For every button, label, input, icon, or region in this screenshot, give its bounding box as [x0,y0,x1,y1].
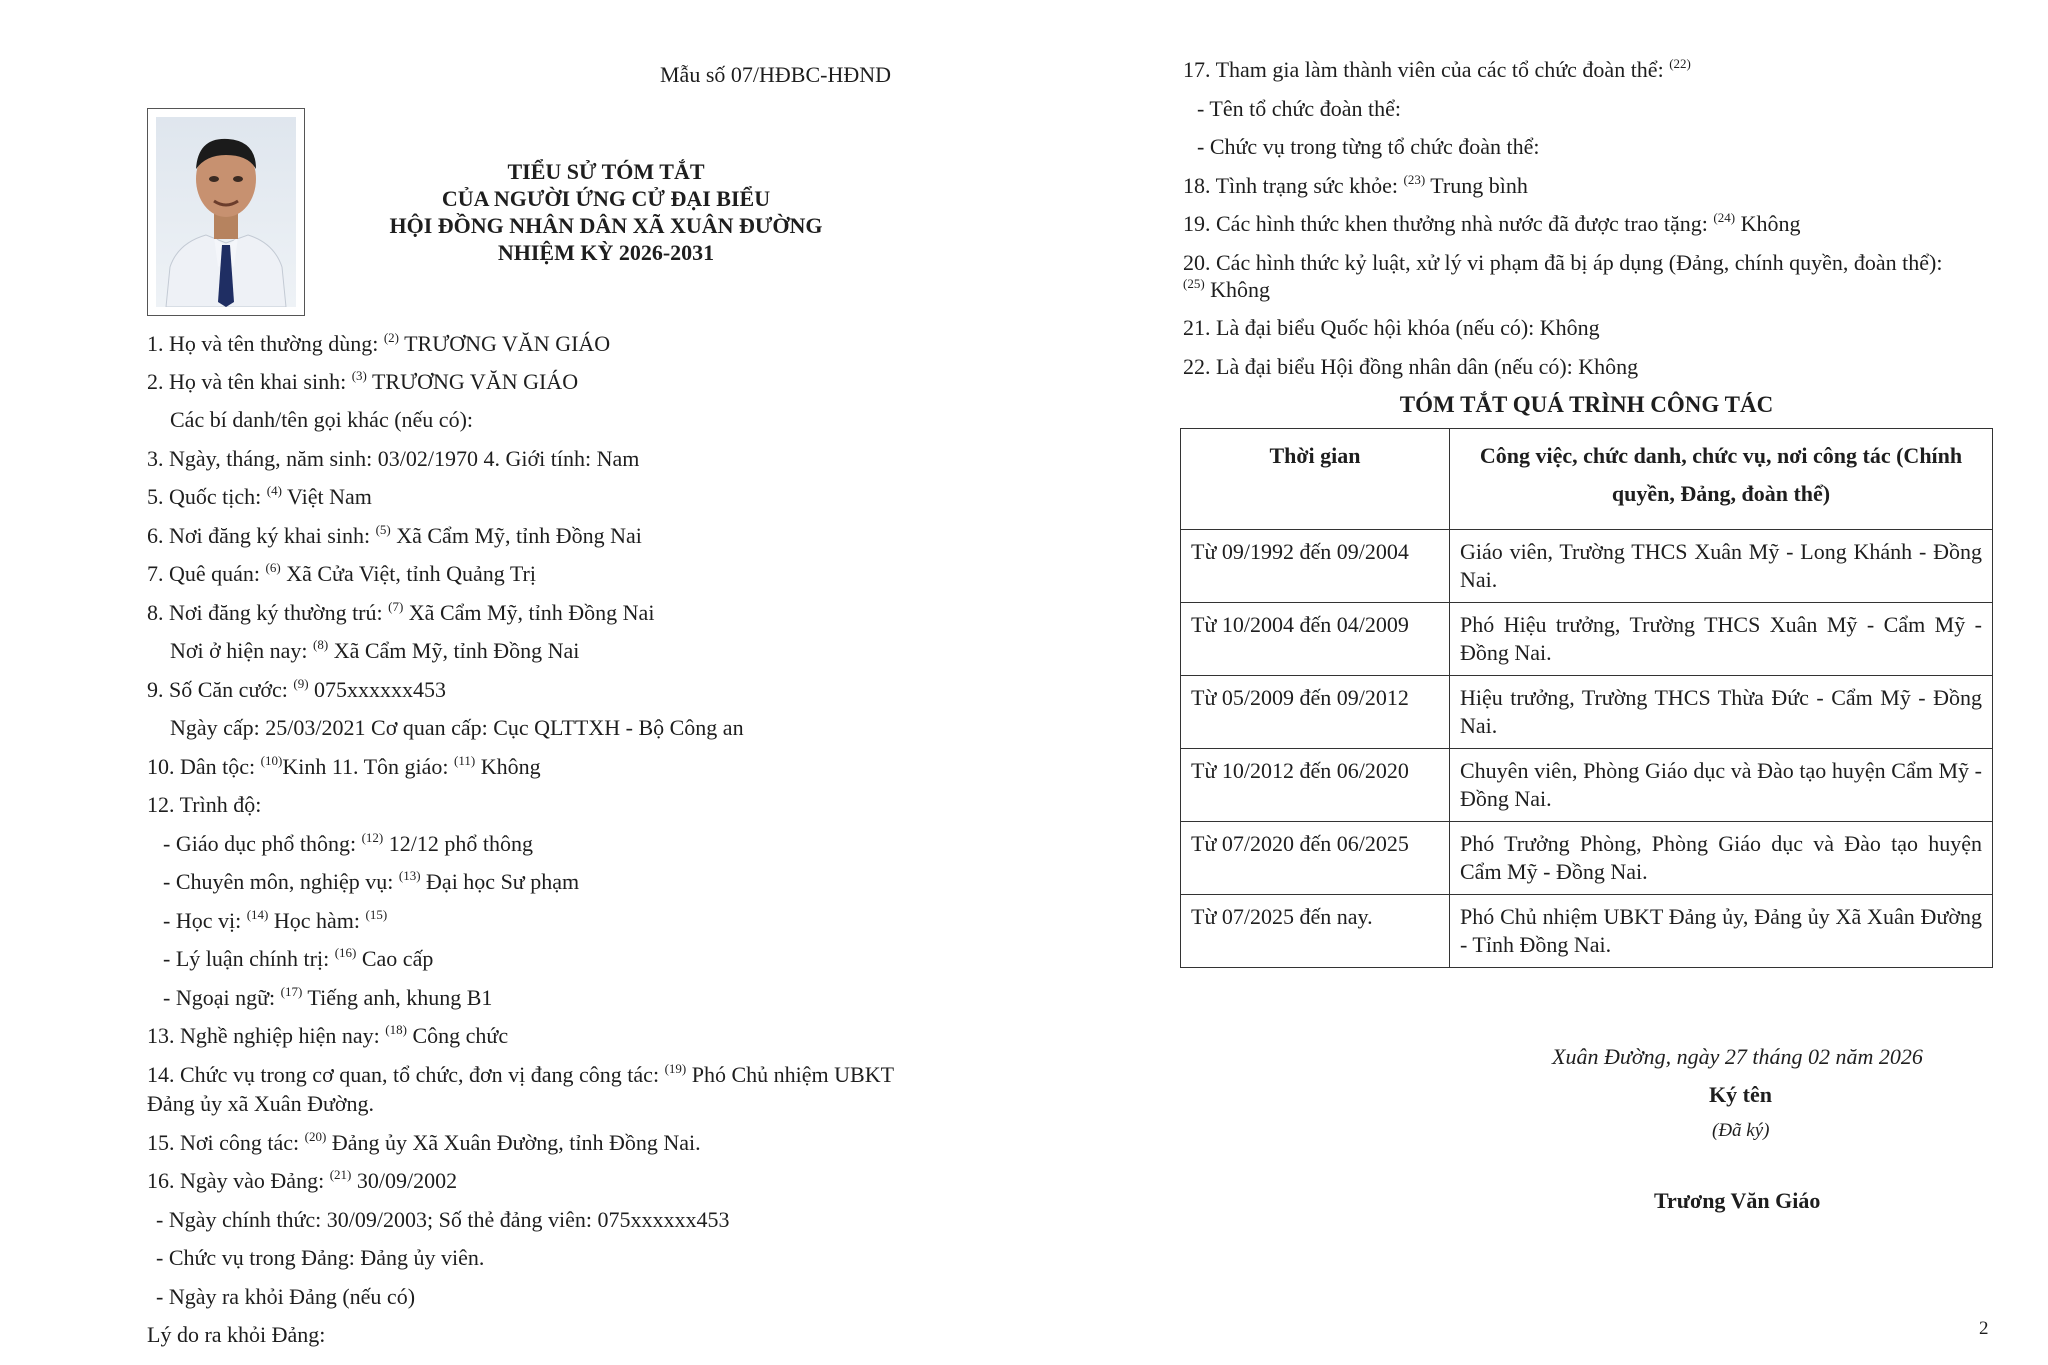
field-national-assembly: 21. Là đại biểu Quốc hội khóa (nếu có): Không [1183,315,1600,340]
field-education-level: 12. Trình độ: [147,792,262,817]
field-party-join-date: 16. Ngày vào Đảng: $^{(21)}$ 30/09/2002 [147,1167,458,1193]
field-position: 14. Chức vụ trong cơ quan, tổ chức, đơn vị đang công tác: $^{(19)}$ Phó Chủ nhiệm UBKT [147,1061,895,1087]
row-time: Từ 07/2020 đến 06/2025 [1181,822,1450,895]
field-birth-date-gender: 3. Ngày, tháng, năm sinh: 03/02/1970 4. Giới tính: Nam [147,446,640,471]
field-health: 18. Tình trạng sức khỏe: $^{(23)}$ Trung bình [1183,172,1528,198]
field-occupation: 13. Nghề nghiệp hiện nay: $^{(18)}$ Công chức [147,1022,509,1048]
heading-line-1: TIỂU SỬ TÓM TẮT [507,159,705,184]
signature-date: Xuân Đường, ngày 27 tháng 02 năm 2026 [1552,1044,1923,1069]
field-permanent-residence: 8. Nơi đăng ký thường trú: $^{(7)}$ Xã Cẩm Mỹ, tỉnh Đồng Nai [147,599,655,625]
field-political-theory: - Lý luận chính trị: $^{(16)}$ Cao cấp [163,945,434,971]
page-number: 2 [1979,1318,1989,1339]
row-description: Hiệu trưởng, Trường THCS Thừa Đức - Cẩm Mỹ - Đồng Nai. [1450,676,1993,749]
row-description: Phó Hiệu trưởng, Trường THCS Xuân Mỹ - Cẩm Mỹ - Đồng Nai. [1450,603,1993,676]
row-time: Từ 09/1992 đến 09/2004 [1181,530,1450,603]
heading-line-3: HỘI ĐỒNG NHÂN DÂN XÃ XUÂN ĐƯỜNG [389,213,823,238]
row-description: Chuyên viên, Phòng Giáo dục và Đào tạo huyện Cẩm Mỹ - Đồng Nai. [1450,749,1993,822]
field-foreign-language: - Ngoại ngữ: $^{(17)}$ Tiếng anh, khung B1 [163,984,493,1010]
work-history-title: TÓM TẮT QUÁ TRÌNH CÔNG TÁC [1399,392,1774,417]
field-party-position: - Chức vụ trong Đảng: Đảng ủy viên. [156,1245,485,1270]
field-awards: 19. Các hình thức khen thưởng nhà nước đã được trao tặng: $^{(24)}$ Không [1183,210,1801,236]
field-birth-registration: 6. Nơi đăng ký khai sinh: $^{(5)}$ Xã Cẩm Mỹ, tỉnh Đồng Nai [147,522,642,548]
field-current-residence: Nơi ở hiện nay: $^{(8)}$ Xã Cẩm Mỹ, tỉnh Đồng Nai [170,637,580,663]
field-degree-title: - Học vị: $^{(14)}$ Học hàm: $^{(15)}$ [163,907,388,933]
row-time: Từ 05/2009 đến 09/2012 [1181,676,1450,749]
field-organizations: 17. Tham gia làm thành viên của các tổ chức đoàn thể: $^{(22)}$ [1183,56,1691,82]
field-id-issue: Ngày cấp: 25/03/2021 Cơ quan cấp: Cục QLTTXH - Bộ Công an [170,715,744,740]
row-description: Giáo viên, Trường THCS Xuân Mỹ - Long Khánh - Đồng Nai. [1450,530,1993,603]
field-id-number: 9. Số Căn cước: $^{(9)}$ 075xxxxxx453 [147,676,447,702]
portrait-photo [147,108,305,316]
table-row [1181,676,1993,749]
table-row [1181,603,1993,676]
row-time: Từ 10/2012 đến 06/2020 [1181,749,1450,822]
right-page [1024,0,2048,1365]
field-peoples-council: 22. Là đại biểu Hội đồng nhân dân (nếu có): Không [1183,354,1639,379]
column-header-time: Thời gian [1181,429,1450,530]
column-header-description: Công việc, chức danh, chức vụ, nơi công tác (Chính quyền, Đảng, đoàn thể) [1450,429,1993,530]
field-birth-name: 2. Họ và tên khai sinh: $^{(3)}$ TRƯƠNG VĂN GIÁO [147,368,579,394]
heading-line-2: CỦA NGƯỜI ỨNG CỬ ĐẠI BIỂU [441,186,771,211]
row-time: Từ 07/2025 đến nay. [1181,895,1450,968]
table-row [1181,895,1993,968]
table-row [1181,530,1993,603]
field-organization-name: - Tên tổ chức đoàn thể: [1197,96,1401,121]
field-position-continued: Đảng ủy xã Xuân Đường. [147,1091,375,1116]
row-description: Phó Chủ nhiệm UBKT Đảng ủy, Đảng ủy Xã Xuân Đường - Tỉnh Đồng Nai. [1450,895,1993,968]
table-row [1181,749,1993,822]
field-party-leave-reason: Lý do ra khỏi Đảng: [147,1322,326,1347]
field-common-name: 1. Họ và tên thường dùng: $^{(2)}$ TRƯƠNG VĂN GIÁO [147,330,611,356]
field-ethnicity-religion: 10. Dân tộc: $^{(10)}$Kinh 11. Tôn giáo: $^{(11)}$ Không [147,753,541,779]
heading-line-4: NHIỆM KỲ 2026-2031 [497,240,715,265]
signature-note: (Đã ký) [1712,1120,1770,1141]
field-aliases: Các bí danh/tên gọi khác (nếu có): [170,407,474,432]
field-nationality: 5. Quốc tịch: $^{(4)}$ Việt Nam [147,483,372,509]
field-general-education: - Giáo dục phổ thông: $^{(12)}$ 12/12 phổ thông [163,830,533,856]
field-specialization: - Chuyên môn, nghiệp vụ: $^{(13)}$ Đại học Sư phạm [163,868,580,894]
person-silhouette-icon [156,117,296,307]
signature-title: Ký tên [1709,1082,1772,1107]
field-hometown: 7. Quê quán: $^{(6)}$ Xã Cửa Việt, tỉnh Quảng Trị [147,560,536,586]
form-code: Mẫu số 07/HĐBC-HĐND [660,62,891,87]
work-history-table [1180,428,1993,968]
row-time: Từ 10/2004 đến 04/2009 [1181,603,1450,676]
row-description: Phó Trưởng Phòng, Phòng Giáo dục và Đào tạo huyện Cẩm Mỹ - Đồng Nai. [1450,822,1993,895]
field-workplace: 15. Nơi công tác: $^{(20)}$ Đảng ủy Xã Xuân Đường, tỉnh Đồng Nai. [147,1129,701,1155]
table-row [1181,822,1993,895]
field-discipline: 20. Các hình thức kỷ luật, xử lý vi phạm đã bị áp dụng (Đảng, chính quyền, đoàn thể): [1183,250,1943,275]
signer-name: Trương Văn Giáo [1654,1188,1821,1213]
field-party-leave-date: - Ngày ra khỏi Đảng (nếu có) [156,1284,416,1309]
field-party-official-date: - Ngày chính thức: 30/09/2003; Số thẻ đảng viên: 075xxxxxx453 [156,1207,730,1232]
table-header-row [1181,429,1993,530]
field-organization-position: - Chức vụ trong từng tổ chức đoàn thể: [1197,134,1540,159]
field-discipline-value: $^{(25)}$ Không [1183,276,1271,302]
